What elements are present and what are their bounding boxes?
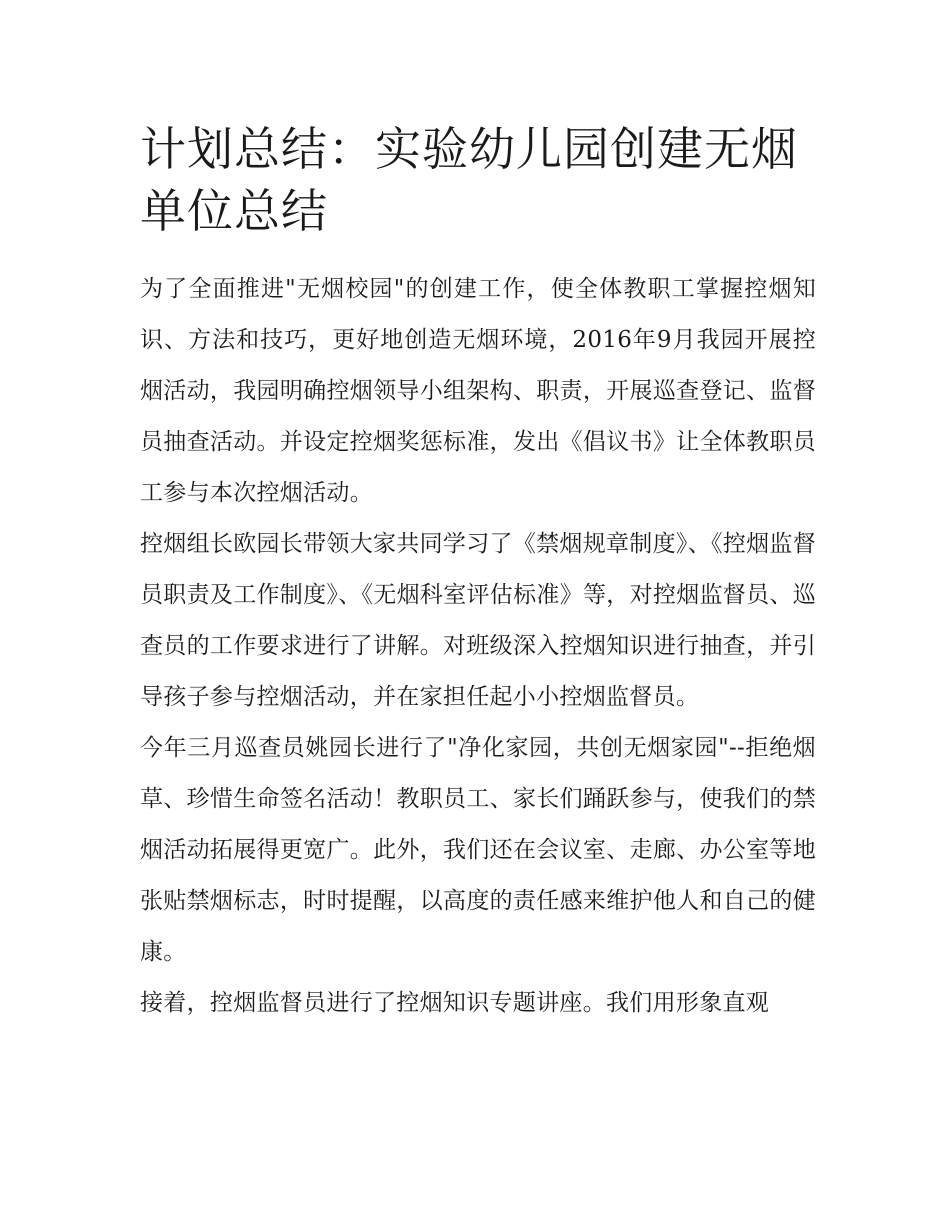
paragraph-3: 今年三月巡查员姚园长进行了"净化家园，共创无烟家园"--拒绝烟草、珍惜生命签名活动！教职员工、家长们踊跃参与，使我们的禁烟活动拓展得更宽广。此外，我们还在会议室、走廊、办公室等地张贴禁烟标志，时时提醒，以高度的责任感来维护他人和自己的健康。 xyxy=(140,735,816,965)
document-title: 计划总结：实验幼儿园创建无烟单位总结 xyxy=(140,122,798,238)
paragraph-4: 接着，控烟监督员进行了控烟知识专题讲座。我们用形象直观 xyxy=(140,990,770,1016)
document-content xyxy=(140,118,816,1029)
paragraph-2: 控烟组长欧园长带领大家共同学习了《禁烟规章制度》、《控烟监督员职责及工作制度》、《无烟科室评估标准》等，对控烟监督员、巡查员的工作要求进行了讲解。对班级深入控烟知识进行抽查，并引导孩子参与控烟活动，并在家担任起小小控烟监督员。 xyxy=(140,531,816,710)
paragraph-1: 为了全面推进"无烟校园"的创建工作，使全体教职工掌握控烟知识、方法和技巧，更好地创造无烟环境，2016年9月我园开展控烟活动，我园明确控烟领导小组架构、职责，开展巡查登记、监督员抽查活动。并设定控烟奖惩标准，发出《倡议书》让全体教职员工参与本次控烟活动。 xyxy=(140,276,816,506)
document-body xyxy=(140,264,816,1029)
